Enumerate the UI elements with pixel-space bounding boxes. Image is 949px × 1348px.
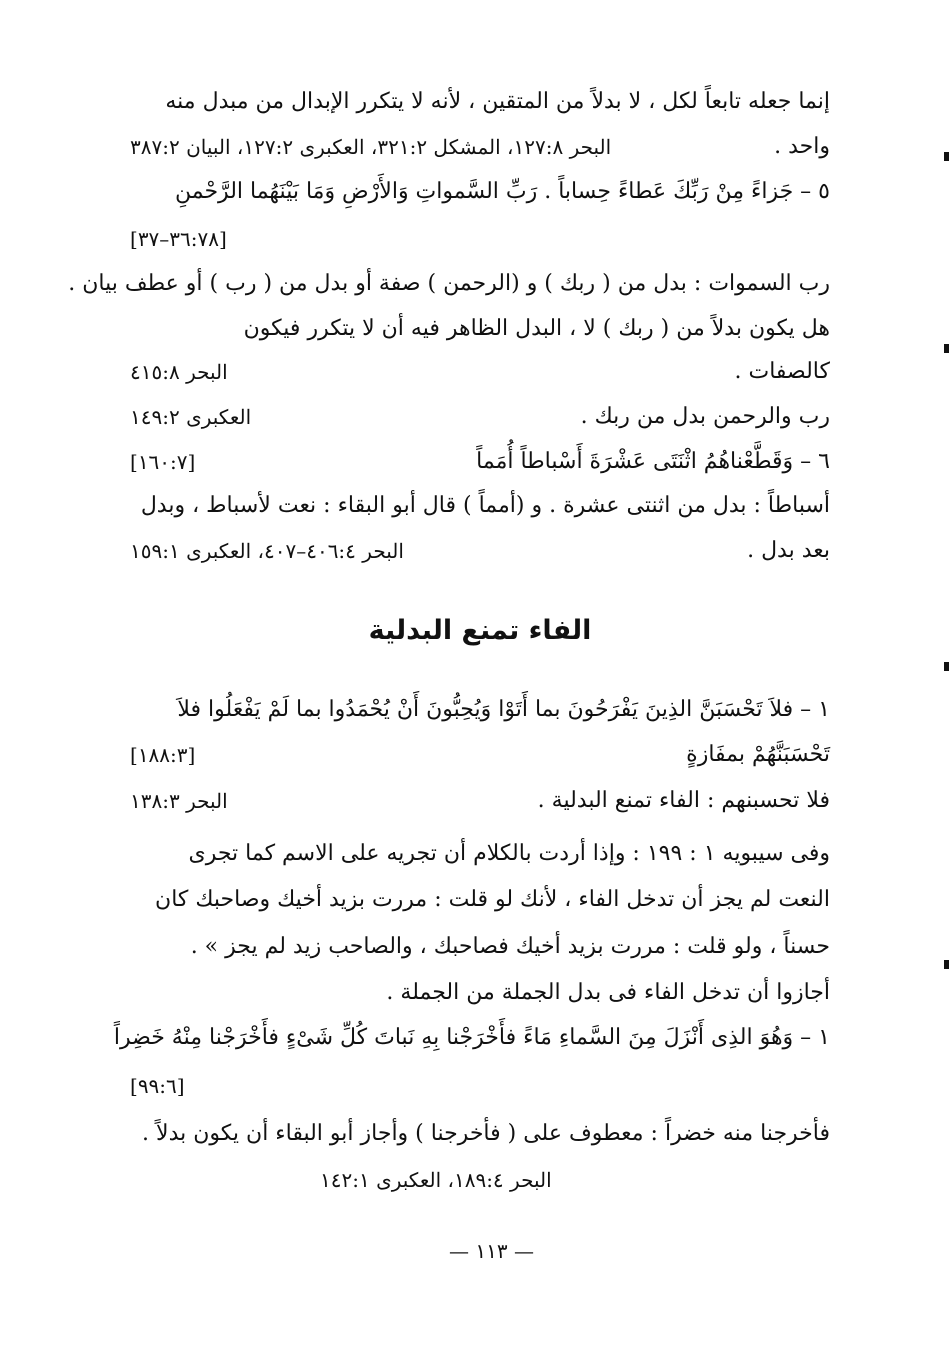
line-text: بعد بدل . bbox=[747, 538, 830, 563]
line-text: رب السموات : بدل من ( ربك ) و (الرحمن ) صفة أو بدل من ( رب ) أو عطف بيان . bbox=[68, 271, 830, 296]
text-line bbox=[130, 309, 830, 349]
line-reference: البحر ٤٠٦:٤–٤٠٧، العكبرى ١٥٩:١ bbox=[130, 539, 404, 563]
scan-margin-mark bbox=[944, 662, 949, 671]
text-line bbox=[130, 781, 830, 821]
line-text: فأخرجنا منه خضراً : معطوف على ( فأخرجنا ) وأجاز أبو البقاء أن يكون بدلاً . bbox=[142, 1121, 830, 1146]
line-text: حسناً ، ولو قلت : مررت بزيد أخيك فصاحبك ، والصاحب زيد لم يجز » . bbox=[190, 934, 830, 959]
line-text: فلا تحسبنهم : الفاء تمنع البدلية . bbox=[537, 788, 830, 813]
verse-reference-line bbox=[130, 1066, 830, 1106]
line-text: رب والرحمن بدل من ربك . bbox=[580, 404, 830, 429]
line-reference: العكبرى ١٤٩:٢ bbox=[130, 405, 252, 429]
reference-line bbox=[130, 1160, 830, 1200]
line-text: ٥ – جَزاءً مِنْ رَبِّكَ عَطاءً حِساباً . رَبِّ السَّمواتِ وَالأَرْضِ وَمَا بَيْنَهُما الرَّحْمنِ bbox=[174, 179, 830, 204]
line-text: ١ – فلاَ تَحْسَبَنَّ الذِينَ يَفْرَحُونَ بما أَتَوْا وَيُحِبُّونَ أَنْ يُحْمَدُوا بما لَمْ يَفْعَلُوا فلاَ bbox=[177, 697, 830, 722]
text-line bbox=[130, 352, 830, 392]
verse-line bbox=[130, 442, 830, 482]
line-text: ٦ – وَقَطَّعْناهُمُ اثْنَتَى عَشْرَةَ أَسْباطاً أُمَماً bbox=[476, 449, 830, 474]
text-line bbox=[130, 880, 830, 920]
line-reference: البحر ١٢٧:٨، المشكل ٣٢١:٢، العكبرى ١٢٧:٢، البيان ٣٨٧:٢ bbox=[130, 135, 612, 159]
text-line bbox=[130, 1114, 830, 1154]
text-line bbox=[130, 397, 830, 437]
line-reference: [١٨٨:٣] bbox=[130, 743, 196, 767]
text-line bbox=[130, 486, 830, 526]
line-reference: [١٦٠:٧] bbox=[130, 450, 196, 474]
text-line bbox=[130, 127, 830, 167]
line-text: إنما جعله تابعاً لكل ، لا بدلاً من المتقين ، لأنه لا يتكرر الإبدال من مبدل منه bbox=[165, 89, 830, 114]
text-line bbox=[130, 973, 830, 1013]
text-line bbox=[130, 927, 830, 967]
line-reference: البحر ١٣٨:٣ bbox=[130, 789, 228, 813]
scan-margin-mark bbox=[944, 152, 949, 161]
page-number: — ١١٣ — bbox=[449, 1239, 534, 1263]
line-text: النعت لم يجز أن تدخل الفاء ، لأنك لو قلت : مررت بزيد أخيك وصاحبك كان bbox=[155, 887, 830, 912]
line-text: ١ – وَهُوَ الذِى أَنْزَلَ مِنَ السَّماءِ مَاءً فأَخْرَجْنا بِهِ نَباتَ كُلِّ شَىْءٍ فأَخْرَجْنا مِنْهُ خَضِراً bbox=[113, 1025, 830, 1050]
verse-reference-line bbox=[130, 219, 830, 259]
line-reference: [٣٦:٧٨–٣٧] bbox=[130, 227, 227, 251]
line-reference: البحر ٤١٥:٨ bbox=[130, 360, 228, 384]
line-reference: [٩٩:٦] bbox=[130, 1074, 185, 1098]
section-heading: الفاء تمنع البدلية bbox=[368, 615, 592, 646]
line-text: وفى سيبويه ١ : ١٩٩ : وإذا أردت بالكلام أن تجريه على الاسم كما تجرى bbox=[188, 841, 830, 866]
line-reference: البحر ١٨٩:٤، العكبرى ١٤٢:١ bbox=[320, 1168, 552, 1192]
line-text: تَحْسَبَنَّهُمْ بمفَازةٍ bbox=[686, 742, 830, 767]
line-text: أجازوا أن تدخل الفاء فى بدل الجملة من الجملة . bbox=[386, 980, 830, 1005]
scan-margin-mark bbox=[944, 344, 949, 353]
verse-line bbox=[130, 690, 830, 730]
line-text: واحد . bbox=[774, 134, 830, 159]
line-text: أسباطاً : بدل من اثنتى عشرة . و (أمماً ) قال أبو البقاء : نعت لأسباط ، وبدل bbox=[140, 493, 830, 518]
verse-line bbox=[130, 172, 830, 212]
text-line bbox=[130, 834, 830, 874]
line-text: كالصفات . bbox=[734, 359, 830, 384]
text-line bbox=[68, 264, 830, 304]
verse-line bbox=[113, 1018, 830, 1058]
text-line bbox=[130, 531, 830, 571]
line-text: هل يكون بدلاً من ( ربك ) لا ، البدل الظاهر فيه أن لا يتكرر فيكون bbox=[243, 316, 830, 341]
text-line bbox=[130, 82, 830, 122]
scan-margin-mark bbox=[944, 960, 949, 969]
verse-line bbox=[130, 735, 830, 775]
